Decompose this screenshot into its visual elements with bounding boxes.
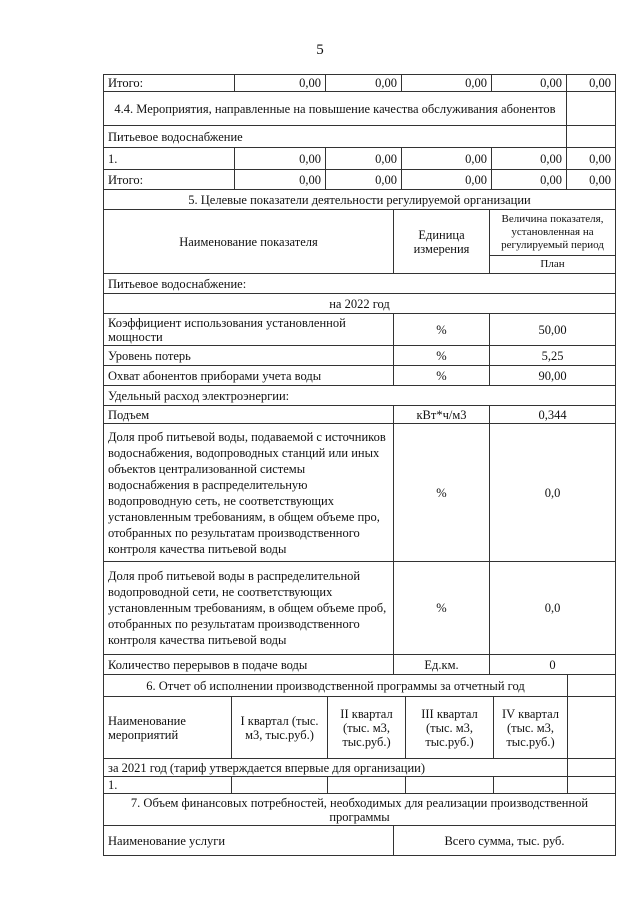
table-row	[104, 826, 616, 856]
energy-label: Удельный расход электроэнергии:	[104, 386, 616, 406]
indicator-unit: кВт*ч/м3	[394, 406, 490, 424]
water-supply-label: Питьевое водоснабжение:	[104, 274, 616, 294]
empty-cell	[406, 777, 494, 794]
header-q3: III квартал (тыс. м3, тыс.руб.)	[406, 697, 494, 759]
value-cell: 0,00	[492, 170, 567, 190]
indicator-unit: %	[394, 346, 490, 366]
finance-table	[103, 793, 616, 856]
table-row	[104, 406, 616, 424]
table-row	[104, 759, 616, 777]
indicator-unit: %	[394, 366, 490, 386]
indicator-value: 0	[490, 655, 616, 675]
row-label: 1.	[104, 777, 232, 794]
table-row	[104, 697, 616, 759]
section-heading-4-4: 4.4. Мероприятия, направленные на повышение качества обслуживания абонентов	[104, 92, 567, 126]
header-total-sum: Всего сумма, тыс. руб.	[394, 826, 616, 856]
indicator-name: Доля проб питьевой воды в распределительной водопроводной сети, не соответствующих установленным требованиям, в общем объеме проб, отобранных по результатам производственного контроля качества питьевой воды	[104, 562, 394, 655]
indicator-name: Уровень потерь	[104, 346, 394, 366]
value-cell: 0,00	[326, 75, 402, 92]
table-row	[104, 75, 616, 92]
table-row	[104, 675, 616, 697]
header-activity-name: Наименование мероприятий	[104, 697, 232, 759]
value-cell: 0,00	[402, 75, 492, 92]
empty-cell	[494, 777, 568, 794]
value-cell: 0,00	[567, 75, 616, 92]
empty-cell	[567, 92, 616, 126]
value-cell: 0,00	[492, 148, 567, 170]
table-row	[104, 126, 616, 148]
report-table	[103, 674, 616, 794]
table-row	[104, 274, 616, 294]
table-row	[104, 314, 616, 346]
header-indicator-name: Наименование показателя	[104, 210, 394, 274]
program-table	[103, 74, 616, 190]
year-label: за 2021 год (тариф утверждается впервые для организации)	[104, 759, 568, 777]
table-row	[104, 794, 616, 826]
header-value: Величина показателя, установленная на регулируемый период	[490, 210, 616, 256]
section-heading-7: 7. Объем финансовых потребностей, необходимых для реализации производственной программы	[104, 794, 616, 826]
table-row	[104, 170, 616, 190]
table-row	[104, 210, 616, 256]
empty-cell	[328, 777, 406, 794]
value-cell: 0,00	[492, 75, 567, 92]
page-number: 5	[316, 42, 324, 58]
table-row	[104, 294, 616, 314]
section-heading-5: 5. Целевые показатели деятельности регулируемой организации	[104, 190, 616, 210]
table-row	[104, 190, 616, 210]
table-row	[104, 148, 616, 170]
table-row	[104, 424, 616, 562]
indicator-name: Доля проб питьевой воды, подаваемой с источников водоснабжения, водопроводных станций или иных объектов централизованной системы водоснабжения в распределительную водопроводную сеть, не соответствующих установленным требованиям, в общем объеме про, отобранных по результатам производственного контроля качества питьевой воды	[104, 424, 394, 562]
section-heading-6: 6. Отчет об исполнении производственной программы за отчетный год	[104, 675, 568, 697]
water-supply-label: Питьевое водоснабжение	[104, 126, 567, 148]
value-cell: 0,00	[402, 148, 492, 170]
table-row	[104, 346, 616, 366]
empty-cell	[232, 777, 328, 794]
indicators-table	[103, 189, 616, 675]
value-cell: 0,00	[402, 170, 492, 190]
indicator-value: 0,0	[490, 424, 616, 562]
table-row	[104, 366, 616, 386]
empty-cell	[567, 126, 616, 148]
value-cell: 0,00	[235, 170, 326, 190]
header-service-name: Наименование услуги	[104, 826, 394, 856]
indicator-unit: %	[394, 562, 490, 655]
value-cell: 0,00	[326, 148, 402, 170]
value-cell: 0,00	[235, 148, 326, 170]
row-label: 1.	[104, 148, 235, 170]
header-q4: IV квартал (тыс. м3, тыс.руб.)	[494, 697, 568, 759]
table-row	[104, 777, 616, 794]
value-cell: 0,00	[326, 170, 402, 190]
value-cell: 0,00	[567, 148, 616, 170]
value-cell: 0,00	[567, 170, 616, 190]
empty-cell	[568, 777, 616, 794]
indicator-unit: %	[394, 314, 490, 346]
indicator-value: 0,344	[490, 406, 616, 424]
header-q2: II квартал (тыс. м3, тыс.руб.)	[328, 697, 406, 759]
indicator-unit: %	[394, 424, 490, 562]
indicator-value: 90,00	[490, 366, 616, 386]
empty-cell	[568, 675, 616, 697]
row-label: Итого:	[104, 170, 235, 190]
indicator-value: 0,0	[490, 562, 616, 655]
header-unit: Единица измерения	[394, 210, 490, 274]
indicator-value: 50,00	[490, 314, 616, 346]
empty-cell	[568, 697, 616, 759]
table-row	[104, 655, 616, 675]
header-plan: План	[490, 256, 616, 274]
table-row	[104, 92, 616, 126]
indicator-name: Коэффициент использования установленной мощности	[104, 314, 394, 346]
indicator-value: 5,25	[490, 346, 616, 366]
indicator-unit: Ед.км.	[394, 655, 490, 675]
table-row	[104, 562, 616, 655]
indicator-name: Количество перерывов в подаче воды	[104, 655, 394, 675]
empty-cell	[568, 759, 616, 777]
indicator-name: Охват абонентов приборами учета воды	[104, 366, 394, 386]
row-label: Итого:	[104, 75, 235, 92]
value-cell: 0,00	[235, 75, 326, 92]
document-body	[103, 74, 615, 856]
year-label: на 2022 год	[104, 294, 616, 314]
table-row	[104, 386, 616, 406]
indicator-name: Подъем	[104, 406, 394, 424]
header-q1: I квартал (тыс. м3, тыс.руб.)	[232, 697, 328, 759]
